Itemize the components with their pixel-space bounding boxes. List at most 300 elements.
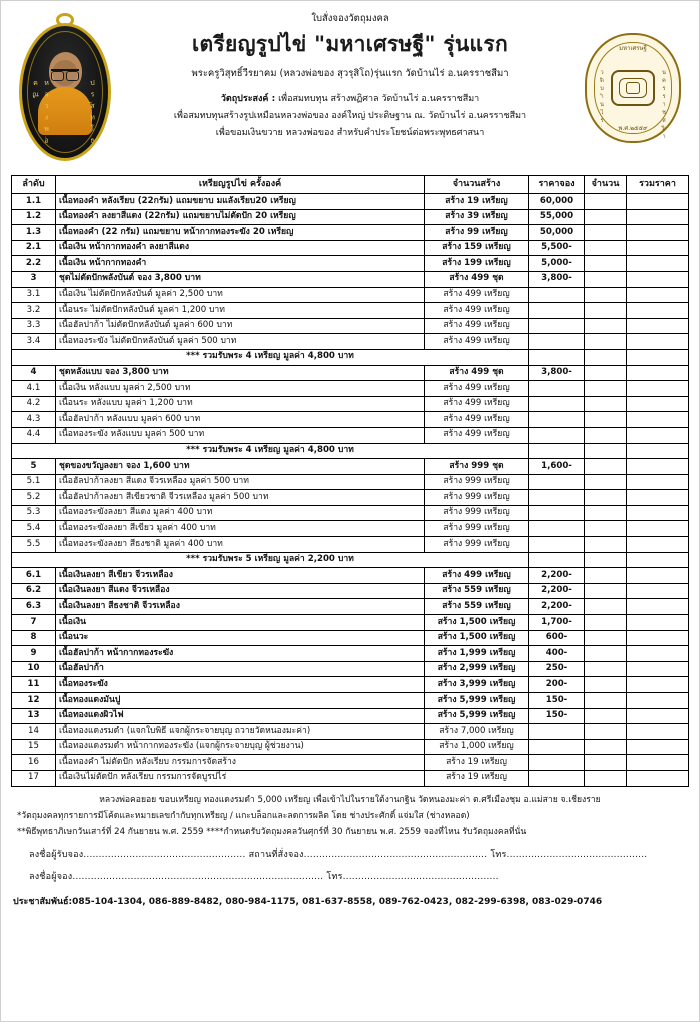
table-body [12, 194, 689, 787]
cell-no: 2.2 [12, 256, 56, 272]
cell-no: 4 [12, 365, 56, 381]
cell-quantity-made: สร้าง 499 เหรียญ [425, 381, 529, 397]
table-row [12, 770, 689, 786]
cell-no: 5.2 [12, 490, 56, 506]
cell-order-amount-input[interactable] [585, 225, 627, 241]
cell-no: 5.3 [12, 505, 56, 521]
col-header-qty: จำนวนสร้าง [425, 176, 529, 194]
cell-no: 13 [12, 708, 56, 724]
cell-quantity-made: สร้าง 499 เหรียญ [425, 396, 529, 412]
table-row [12, 490, 689, 506]
cell-order-amount-input[interactable] [585, 693, 627, 709]
document-kicker: ใบสั่งจองวัตถุมงคล [311, 13, 389, 24]
cell-quantity-made: สร้าง 499 ชุด [425, 271, 529, 287]
cell-total-input[interactable] [627, 724, 689, 740]
table-row [12, 365, 689, 381]
cell-quantity-made: สร้าง 499 เหรียญ [425, 568, 529, 584]
cell-total-input[interactable] [627, 209, 689, 225]
cell-order-amount-input[interactable] [585, 271, 627, 287]
cell-no: 14 [12, 724, 56, 740]
cell-quantity-made: สร้าง 499 เหรียญ [425, 287, 529, 303]
cell-order-amount-input[interactable] [585, 599, 627, 615]
purpose-line-3: เพื่อขอมเงินขวาย หลวงพ่อของ สำหรับคำประโยชน์ต่อพระพุทธศาสนา [215, 128, 485, 139]
cell-no: 5 [12, 459, 56, 475]
cell-no: 17 [12, 770, 56, 786]
document-footer [11, 794, 689, 911]
table-row [12, 287, 689, 303]
cell-order-amount-input[interactable] [585, 365, 627, 381]
cell-quantity-made: สร้าง 999 เหรียญ [425, 505, 529, 521]
yantra-icon [611, 70, 655, 106]
cell-quantity-made: สร้าง 5,999 เหรียญ [425, 708, 529, 724]
cell-price: 200- [529, 677, 585, 693]
cell-no: 3 [12, 271, 56, 287]
cell-description: ชุดหลังแบบ จอง 3,800 บาท [56, 365, 425, 381]
cell-description: เนื้อเงิน ไม่ตัดปักหลังบันต์ มูลค่า 2,500 บาท [56, 287, 425, 303]
cell-description: เนื้อทองระฆังลงยา สีเขียว มูลค่า 400 บาท [56, 521, 425, 537]
cell-no: 3.2 [12, 303, 56, 319]
document-subtitle: พระครูวิสุทธิ์วีรยาคม (หลวงพ่อของ สุวรุสิโถ)รุ่นแรก วัดบ้านไร่ อ.นครราชสีมา [191, 68, 509, 79]
table-row [12, 505, 689, 521]
cell-order-amount-input[interactable] [585, 427, 627, 443]
table-row [12, 677, 689, 693]
table-row [12, 194, 689, 210]
cell-description: เนื้อฮัลปาก้า [56, 661, 425, 677]
cell-price: 2,200- [529, 568, 585, 584]
table-row [12, 396, 689, 412]
cell-description: เนื้อเงิน หน้ากากทองคำ [56, 256, 425, 272]
cell-price: 2,200- [529, 599, 585, 615]
table-row [12, 661, 689, 677]
cell-quantity-made: สร้าง 199 เหรียญ [425, 256, 529, 272]
cell-total-input[interactable] [627, 599, 689, 615]
cell-total-input[interactable] [627, 474, 689, 490]
cell-price [529, 318, 585, 334]
cell-quantity-made: สร้าง 39 เหรียญ [425, 209, 529, 225]
seal-right-text: นครราชสีมา [661, 69, 667, 141]
cell-order-amount-input[interactable] [585, 537, 627, 553]
purpose-line-2: เพื่อสมทบทุนสร้างรูปเหมือนหลวงพ่อของ องค์ใหญ่ ประดิษฐาน ณ. วัดบ้านไร่ อ.นครราชสีมา [173, 111, 527, 122]
cell-total-input[interactable] [627, 583, 689, 599]
cell-total-input[interactable] [627, 240, 689, 256]
purpose-label: วัตถุประสงค์ : [220, 94, 276, 104]
cell-total-input[interactable] [627, 334, 689, 350]
cell-total-input[interactable] [627, 412, 689, 428]
cell-quantity-made: สร้าง 5,999 เหรียญ [425, 693, 529, 709]
monk-medallion [17, 13, 113, 163]
cell-description: เนื้อนระ หลังแบบ มูลค่า 1,200 บาท [56, 396, 425, 412]
cell-total-input[interactable] [627, 381, 689, 397]
cell-quantity-made: สร้าง 499 ชุด [425, 365, 529, 381]
cell-quantity-made: สร้าง 499 เหรียญ [425, 303, 529, 319]
table-row [12, 537, 689, 553]
cell-no: 5.5 [12, 537, 56, 553]
cell-price [529, 755, 585, 771]
cell-total-input[interactable] [627, 646, 689, 662]
cell-quantity-made: สร้าง 2,999 เหรียญ [425, 661, 529, 677]
cell-quantity-made: สร้าง 999 เหรียญ [425, 490, 529, 506]
cell-total-input[interactable] [627, 490, 689, 506]
cell-price: 50,000 [529, 225, 585, 241]
cell-quantity-made: สร้าง 559 เหรียญ [425, 583, 529, 599]
signature-line-orderer[interactable]: ลงชื่อผู้จอง.................................................................................. โทร................................................... [29, 872, 499, 883]
cell-total[interactable] [627, 349, 689, 365]
cell-quantity-made: สร้าง 1,000 เหรียญ [425, 739, 529, 755]
table-row [12, 256, 689, 272]
cell-description: เนื้อเงินลงยา สีแดง จีวรเหลือง [56, 583, 425, 599]
cell-order-amount-input[interactable] [585, 474, 627, 490]
cell-description: เนื้อฮัลปาก้า หลังแบบ มูลค่า 600 บาท [56, 412, 425, 428]
cell-order[interactable] [585, 443, 627, 459]
cell-quantity-made: สร้าง 499 เหรียญ [425, 412, 529, 428]
table-header-row [12, 176, 689, 194]
cell-total-input[interactable] [627, 521, 689, 537]
cell-no: 6.1 [12, 568, 56, 584]
cell-order-amount-input[interactable] [585, 334, 627, 350]
cell-order-amount-input[interactable] [585, 505, 627, 521]
cell-description: เนื้อทองแดงมันปู [56, 693, 425, 709]
table-row [12, 568, 689, 584]
cell-price: 60,000 [529, 194, 585, 210]
cell-quantity-made: สร้าง 999 เหรียญ [425, 537, 529, 553]
cell-no: 4.4 [12, 427, 56, 443]
col-header-desc: เหรียญรูปไข่ ครั้งองค์ [56, 176, 425, 194]
cell-order-amount-input[interactable] [585, 770, 627, 786]
cell-order[interactable] [585, 349, 627, 365]
table-row [12, 334, 689, 350]
cell-order-amount-input[interactable] [585, 490, 627, 506]
table-row [12, 630, 689, 646]
col-header-no: ลำดับ [12, 176, 56, 194]
cell-quantity-made: สร้าง 19 เหรียญ [425, 755, 529, 771]
cell-order-amount-input[interactable] [585, 646, 627, 662]
cell-total-input[interactable] [627, 459, 689, 475]
table-row [12, 724, 689, 740]
cell-total-input[interactable] [627, 615, 689, 631]
cell-order-amount-input[interactable] [585, 630, 627, 646]
cell-price [529, 287, 585, 303]
cell-order-amount-input[interactable] [585, 287, 627, 303]
cell-price [529, 505, 585, 521]
cell-price: 1,600- [529, 459, 585, 475]
cell-total[interactable] [627, 552, 689, 568]
cell-total-input[interactable] [627, 770, 689, 786]
cell-total-input[interactable] [627, 537, 689, 553]
cell-total-input[interactable] [627, 568, 689, 584]
cell-order-amount-input[interactable] [585, 755, 627, 771]
cell-price: 5,000- [529, 256, 585, 272]
cell-price: 150- [529, 693, 585, 709]
purpose-row [121, 108, 579, 125]
cell-order-amount-input[interactable] [585, 256, 627, 272]
cell-quantity-made: สร้าง 159 เหรียญ [425, 240, 529, 256]
monk-face [53, 60, 78, 86]
cell-description: เนื้อทองคำ หลังเรียบ (22กรัม) แถมขยาบ มแลังเรียบ20 เหรียญ [56, 194, 425, 210]
cell-no: 4.2 [12, 396, 56, 412]
footer-note-1: หลวงพ่อคอยอย ขอบเหรียญ ทองแดงรมดำ 5,000 เหรียญ เพื่อเข้าไปในรายใต้งานกฐิน วัดหนองมะค่า ต.ศรีเมืองชุม อ.แม่สาย จ.เชียงราย [99, 794, 601, 805]
cell-order-amount-input[interactable] [585, 583, 627, 599]
cell-price [529, 443, 585, 459]
cell-no: 8 [12, 630, 56, 646]
cell-total-input[interactable] [627, 755, 689, 771]
table-row [12, 521, 689, 537]
cell-description: เนื้อเงิน [56, 615, 425, 631]
cell-order-amount-input[interactable] [585, 240, 627, 256]
cell-quantity-made: สร้าง 7,000 เหรียญ [425, 724, 529, 740]
cell-no: 1.3 [12, 225, 56, 241]
cell-description: เนื้อเงินไม่ตัดปัก หลังเรียบ กรรมการจัดบูรปไร่ [56, 770, 425, 786]
summary-label: *** รวมรับพระ 4 เหรียญ มูลค่า 4,800 บาท [12, 349, 529, 365]
cell-no: 2.1 [12, 240, 56, 256]
table-row-summary [12, 349, 689, 365]
seal-left-text: วัดบ้านไร่ [599, 69, 605, 125]
table-row [12, 381, 689, 397]
cell-price: 3,800- [529, 271, 585, 287]
table-row [12, 318, 689, 334]
cell-order-amount-input[interactable] [585, 739, 627, 755]
cell-price [529, 724, 585, 740]
table-row-summary [12, 552, 689, 568]
cell-order-amount-input[interactable] [585, 396, 627, 412]
cell-price [529, 412, 585, 428]
col-header-order: จำนวน [585, 176, 627, 194]
footer-note-3: **พิธีพุทธาภิเษกวันเสาร์ที่ 24 กันยายน พ.ศ. 2559 ****กำหนดรับวัตถุมงคลวันศุกร์ที่ 30 กันยายน พ.ศ. 2559 จองที่ไหน รับวัตถุมงคลที่นั่น [17, 827, 527, 838]
cell-no: 4.1 [12, 381, 56, 397]
cell-description: เนื้อทองคำ (22 กรัม) แถมขยาบ หน้ากากทองระฆัง 20 เหรียญ [56, 225, 425, 241]
cell-total-input[interactable] [627, 271, 689, 287]
cell-quantity-made: สร้าง 499 เหรียญ [425, 318, 529, 334]
cell-description: เนื้อเงิน หน้ากากทองคำ ลงยาสีแดง [56, 240, 425, 256]
col-header-price: ราคาจอง [529, 176, 585, 194]
cell-description: เนื้อทองระฆัง หลังแบบ มูลค่า 500 บาท [56, 427, 425, 443]
cell-price: 5,500- [529, 240, 585, 256]
cell-quantity-made: สร้าง 19 เหรียญ [425, 770, 529, 786]
cell-description: เนื้อฮัลปาก้าลงยา สีเขียวชาติ จีวรเหลือง มูลค่า 500 บาท [56, 490, 425, 506]
table-row [12, 583, 689, 599]
cell-total-input[interactable] [627, 287, 689, 303]
cell-description: เนื้อทองแดงผิวไฟ [56, 708, 425, 724]
cell-order-amount-input[interactable] [585, 412, 627, 428]
cell-total-input[interactable] [627, 630, 689, 646]
table-row [12, 474, 689, 490]
cell-order-amount-input[interactable] [585, 318, 627, 334]
cell-total-input[interactable] [627, 661, 689, 677]
cell-quantity-made: สร้าง 559 เหรียญ [425, 599, 529, 615]
footer-note-2: *วัตถุมงคลทุกรายการมีโค้ดและหมายเลขกำกับทุกเหรียญ / แกะบล็อกและลดการผลิต โดย ช่างประศักดิ์ แจ่มใส (ช่างหลอด) [17, 810, 470, 821]
cell-description: ชุดของขวัญลงยา จอง 1,600 บาท [56, 459, 425, 475]
cell-price [529, 739, 585, 755]
cell-order-amount-input[interactable] [585, 724, 627, 740]
cell-total[interactable] [627, 443, 689, 459]
cell-no: 11 [12, 677, 56, 693]
page-title: เตรียญรูปไข่ "มหาเศรษฐี" รุ่นแรก [192, 32, 508, 56]
monk-portrait-icon [38, 52, 92, 135]
cell-description: เนื้อฮัลปาก้า ไม่ตัดปักหลังบันต์ มูลค่า 600 บาท [56, 318, 425, 334]
cell-quantity-made: สร้าง 1,500 เหรียญ [425, 615, 529, 631]
medallion-oval [19, 23, 111, 161]
cell-no: 1.2 [12, 209, 56, 225]
cell-description: เนื้อทองแดงรมดำ หน้ากากทองระฆัง (แจกผู้กระจายบุญ ผู้ช่วยงาน) [56, 739, 425, 755]
cell-quantity-made: สร้าง 999 เหรียญ [425, 474, 529, 490]
cell-price [529, 303, 585, 319]
summary-label: *** รวมรับพระ 4 เหรียญ มูลค่า 4,800 บาท [12, 443, 529, 459]
cell-quantity-made: สร้าง 999 ชุด [425, 459, 529, 475]
cell-price [529, 537, 585, 553]
cell-description: เนื้อเงินลงยา สีเขียว จีวรเหลือง [56, 568, 425, 584]
glasses-icon [51, 69, 79, 77]
cell-description: เนื้อทองระฆังลงยา สีธงชาติ มูลค่า 400 บาท [56, 537, 425, 553]
order-items-table [11, 175, 689, 787]
cell-price: 250- [529, 661, 585, 677]
cell-price: 1,700- [529, 615, 585, 631]
monk-robe [38, 87, 92, 135]
cell-no: 15 [12, 739, 56, 755]
signature-line-receiver[interactable]: ลงชื่อผู้รับจอง..................................................... สถานที่สั่งจอง............................................................ โทร.............................................. [29, 849, 648, 860]
cell-no: 9 [12, 646, 56, 662]
table-row [12, 755, 689, 771]
cell-price [529, 552, 585, 568]
cell-quantity-made: สร้าง 3,999 เหรียญ [425, 677, 529, 693]
cell-total-input[interactable] [627, 396, 689, 412]
table-row [12, 303, 689, 319]
cell-quantity-made: สร้าง 999 เหรียญ [425, 521, 529, 537]
cell-total-input[interactable] [627, 677, 689, 693]
cell-description: เนื้อทองคำ ไม่ตัดปัก หลังเรียบ กรรมการจัดสร้าง [56, 755, 425, 771]
cell-order-amount-input[interactable] [585, 677, 627, 693]
cell-quantity-made: สร้าง 19 เหรียญ [425, 194, 529, 210]
cell-description: เนื้อเงินลงยา สีธงชาติ จีวรเหลือง [56, 599, 425, 615]
purpose-line-1: เพื่อสมทบทุน สร้างพฏิศาล วัดบ้านไร่ อ.นครราชสีมา [278, 94, 480, 104]
cell-description: เนื้อนวะ [56, 630, 425, 646]
purpose-row [121, 125, 579, 142]
cell-description: เนื้อทองระฆังลงยา สีแดง มูลค่า 400 บาท [56, 505, 425, 521]
cell-order-amount-input[interactable] [585, 615, 627, 631]
cell-no: 6.2 [12, 583, 56, 599]
summary-label: *** รวมรับพระ 5 เหรียญ มูลค่า 2,200 บาท [12, 552, 529, 568]
table-row [12, 615, 689, 631]
cell-description: ชุดไม่ตัดปักพลังบันต์ จอง 3,800 บาท [56, 271, 425, 287]
cell-total-input[interactable] [627, 739, 689, 755]
cell-order-amount-input[interactable] [585, 661, 627, 677]
cell-quantity-made: สร้าง 499 เหรียญ [425, 334, 529, 350]
cell-no: 5.1 [12, 474, 56, 490]
cell-no: 1.1 [12, 194, 56, 210]
monk-head [49, 52, 82, 90]
cell-description: เนื้อทองคำ ลงยาสีแดง (22กรัม) แถมขยาบไม่ตัดปัก 20 เหรียญ [56, 209, 425, 225]
cell-price [529, 381, 585, 397]
cell-order-amount-input[interactable] [585, 209, 627, 225]
cell-price [529, 770, 585, 786]
cell-order-amount-input[interactable] [585, 459, 627, 475]
cell-total-input[interactable] [627, 194, 689, 210]
cell-price: 55,000 [529, 209, 585, 225]
cell-no: 6.3 [12, 599, 56, 615]
cell-total-input[interactable] [627, 708, 689, 724]
medallion-arc-right-text: ปริสุทฺโธ [89, 78, 97, 147]
purpose-block [121, 91, 579, 142]
cell-quantity-made: สร้าง 99 เหรียญ [425, 225, 529, 241]
temple-seal-stamp [585, 33, 681, 143]
seal-top-text: มหาเศรษฐี [619, 45, 647, 52]
cell-price [529, 474, 585, 490]
table-row [12, 240, 689, 256]
table-row [12, 646, 689, 662]
cell-total-input[interactable] [627, 427, 689, 443]
cell-total-input[interactable] [627, 505, 689, 521]
seal-bottom-text: พ.ศ.๒๕๕๙ [618, 125, 648, 132]
cell-total-input[interactable] [627, 693, 689, 709]
cell-price: 3,800- [529, 365, 585, 381]
cell-description: เนื้อทองแดงรมดำ (แจกใบพิธี แจกผู้กระจายบุญ ถวายวัดหนองมะค่า) [56, 724, 425, 740]
cell-description: เนื้อทองระฆัง [56, 677, 425, 693]
table-row-summary [12, 443, 689, 459]
cell-price: 2,200- [529, 583, 585, 599]
cell-price [529, 521, 585, 537]
cell-order-amount-input[interactable] [585, 568, 627, 584]
contact-phone-numbers: ประชาสัมพันธ์:085-104-1304, 086-889-8482, 080-984-1175, 081-637-8558, 089-762-0423, 082-299-6398, 083-029-0746 [13, 897, 603, 908]
cell-price [529, 349, 585, 365]
cell-order-amount-input[interactable] [585, 708, 627, 724]
cell-quantity-made: สร้าง 499 เหรียญ [425, 427, 529, 443]
table-row [12, 209, 689, 225]
cell-total-input[interactable] [627, 256, 689, 272]
cell-price [529, 427, 585, 443]
cell-no: 4.3 [12, 412, 56, 428]
cell-order[interactable] [585, 552, 627, 568]
table-row [12, 739, 689, 755]
cell-no: 5.4 [12, 521, 56, 537]
cell-price [529, 334, 585, 350]
table-row [12, 459, 689, 475]
cell-total-input[interactable] [627, 225, 689, 241]
cell-quantity-made: สร้าง 1,500 เหรียญ [425, 630, 529, 646]
cell-price: 150- [529, 708, 585, 724]
cell-price: 600- [529, 630, 585, 646]
document-header [11, 7, 689, 175]
cell-description: เนื้อฮัลปาก้าลงยา สีแดง จีวรเหลือง มูลค่า 500 บาท [56, 474, 425, 490]
cell-no: 12 [12, 693, 56, 709]
cell-no: 10 [12, 661, 56, 677]
cell-no: 3.1 [12, 287, 56, 303]
purpose-row [121, 91, 579, 108]
cell-description: เนื้อนระ ไม่ตัดปักหลังบันต์ มูลค่า 1,200 บาท [56, 303, 425, 319]
cell-description: เนื้อทองระฆัง ไม่ตัดปักหลังบันต์ มูลค่า 500 บาท [56, 334, 425, 350]
cell-no: 16 [12, 755, 56, 771]
cell-order-amount-input[interactable] [585, 303, 627, 319]
table-row [12, 708, 689, 724]
table-row [12, 271, 689, 287]
medallion-arc-left-text: หลวงพ่อคูณ [32, 78, 51, 147]
cell-order-amount-input[interactable] [585, 521, 627, 537]
cell-price [529, 490, 585, 506]
table-row [12, 599, 689, 615]
cell-quantity-made: สร้าง 1,999 เหรียญ [425, 646, 529, 662]
cell-total-input[interactable] [627, 318, 689, 334]
cell-no: 7 [12, 615, 56, 631]
cell-order-amount-input[interactable] [585, 194, 627, 210]
cell-description: เนื้อเงิน หลังแบบ มูลค่า 2,500 บาท [56, 381, 425, 397]
cell-order-amount-input[interactable] [585, 381, 627, 397]
table-row [12, 412, 689, 428]
table-row [12, 225, 689, 241]
cell-description: เนื้อฮัลปาก้า หน้ากากทองระฆัง [56, 646, 425, 662]
cell-total-input[interactable] [627, 303, 689, 319]
table-row [12, 693, 689, 709]
col-header-total: รวมราคา [627, 176, 689, 194]
cell-total-input[interactable] [627, 365, 689, 381]
cell-no: 3.3 [12, 318, 56, 334]
cell-price: 400- [529, 646, 585, 662]
